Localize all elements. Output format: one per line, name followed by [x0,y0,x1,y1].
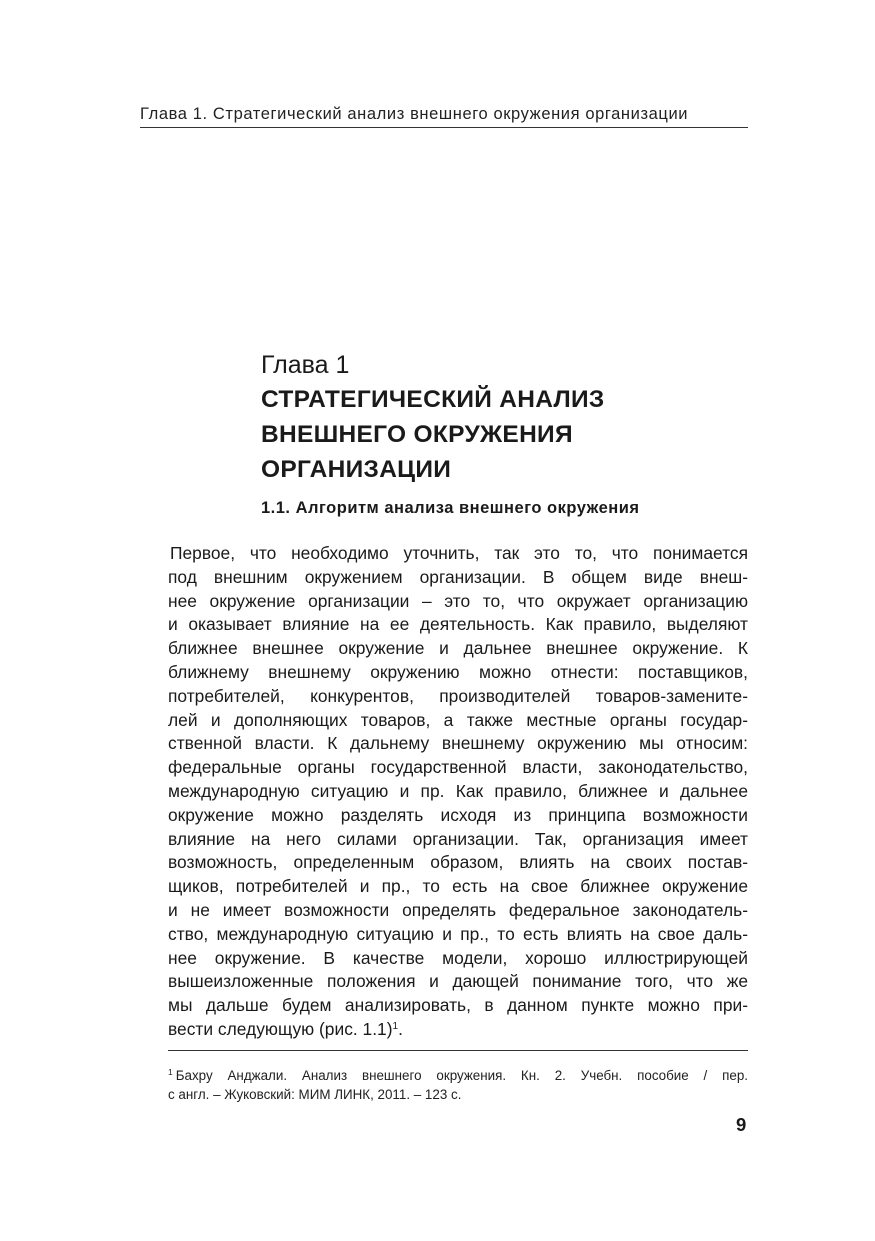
body-line: ближнему внешнему окружению можно отнести: поставщиков, [168,661,748,682]
body-line: международную ситуацию и пр. Как правило, ближнее и дальнее [168,780,748,801]
body-line: под внешним окружением организации. В общем виде внеш- [168,566,748,587]
body-line-last [168,1018,748,1042]
body-line: нее окружение организации – это то, что окружает организацию [168,590,748,611]
footnote-line: с англ. – Жуковский: МИМ ЛИНК, 2011. – 123 с. [168,1087,462,1102]
footnote-reference[interactable]: 1 [392,1020,399,1032]
footnote [168,1066,748,1104]
footnote-marker: 1 [168,1067,173,1077]
page-number: 9 [736,1114,747,1135]
chapter-title-line: СТРАТЕГИЧЕСКИЙ АНАЛИЗ [261,386,605,413]
body-line: вышеизложенные положения и дающей понимание того, что же [168,971,748,992]
body-line: ближнее внешнее окружение и дальнее внешнее окружение. К [168,638,748,659]
body-line: нее окружение. В качестве модели, хорошо иллюстрирующей [168,947,748,968]
sentence-period: . [398,1018,403,1039]
section-title: 1.1. Алгоритм анализа внешнего окружения [261,499,640,517]
footnote-text: Бахру Анджали. Анализ внешнего окружения. Кн. 2. Учебн. пособие / пер. [175,1068,748,1083]
chapter-title-line: ВНЕШНЕГО ОКРУЖЕНИЯ [261,421,573,448]
body-line-last-text: вести следующую (рис. 1.1) [168,1018,393,1039]
body-paragraph [168,542,748,1042]
footnote-line [168,1066,748,1085]
chapter-heading [261,350,761,487]
body-line: возможность, определенным образом, влиять на своих постав- [168,852,748,873]
body-line: щиков, потребителей и пр., то есть на свое ближнее окружение [168,876,748,897]
chapter-title-line: ОРГАНИЗАЦИИ [261,456,452,483]
footnote-rule [168,1050,748,1051]
chapter-title [261,382,761,487]
body-line: ственной власти. К дальнему внешнему окружению мы относим: [168,733,748,754]
body-line: и оказывает влияние на ее деятельность. Как правило, выделяют [168,614,748,635]
body-line: федеральные органы государственной власти, законодательство, [168,757,748,778]
body-line: окружение можно разделять исходя из принципа возможности [168,804,748,825]
body-line: мы дальше будем анализировать, в данном пункте можно при- [168,995,748,1016]
body-line: лей и дополняющих товаров, а также местные органы государ- [168,709,748,730]
body-line: потребителей, конкурентов, производителей товаров-замените- [168,685,748,706]
header-rule [140,127,748,128]
body-line: ство, международную ситуацию и пр., то есть влиять на свое даль- [168,923,748,944]
body-line: влияние на него силами организации. Так, организация имеет [168,828,748,849]
body-line: Первое, что необходимо уточнить, так это то, что понимается [170,543,748,563]
running-header: Глава 1. Стратегический анализ внешнего окружения организации [140,105,689,123]
chapter-label: Глава 1 [261,351,350,379]
body-line: и не имеет возможности определять федеральное законодатель- [168,899,748,920]
